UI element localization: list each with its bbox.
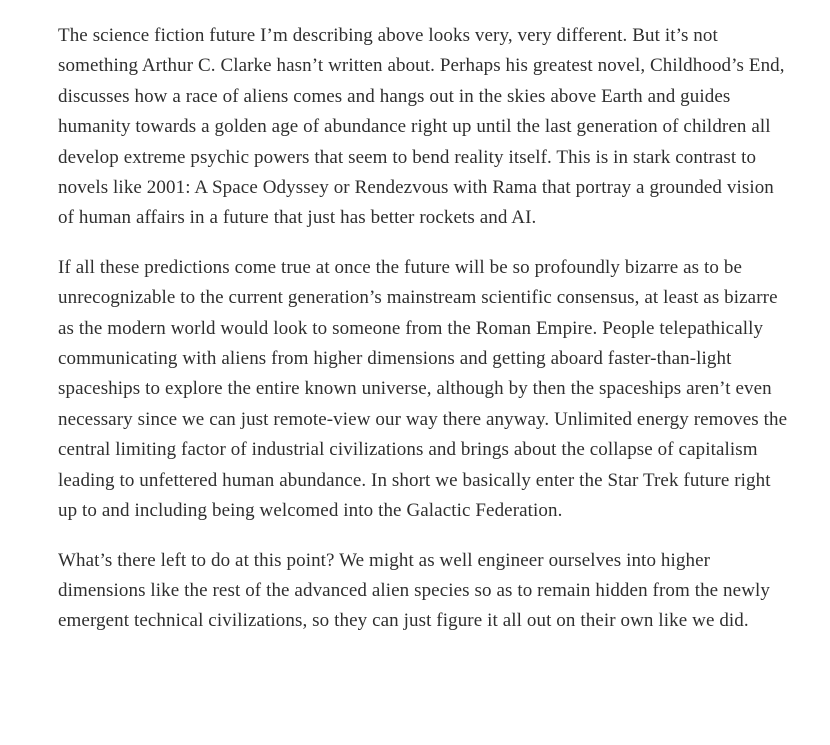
paragraph-clarke: The science fiction future I’m describing above looks very, very different. But it’s not something Arthur C. Clarke hasn’t written about. Perhaps his greatest novel, Childhood’s End, discusses how a race of aliens comes and hangs out in the skies above Earth and guides humanity towards a golden age of abundance right up until the last generation of children all develop extreme psychic powers that seem to bend reality itself. This is in stark contrast to novels like 2001: A Space Odyssey or Rendezvous with Rama that portray a grounded vision of human affairs in a future that just has better rockets and AI. (58, 25, 785, 229)
article-body (58, 21, 791, 656)
paragraph-conclusion: What’s there left to do at this point? We might as well engineer ourselves into higher dimensions like the rest of the advanced alien species so as to remain hidden from the newly emergent technical civilizations, so they can just figure it all out on their own like we did. (58, 549, 770, 632)
paragraph-predictions: If all these predictions come true at once the future will be so profoundly bizarre as to be unrecognizable to the current generation’s mainstream scientific consensus, at least as bizarre as the modern world would look to someone from the Roman Empire. People telepathically communicating with aliens from higher dimensions and getting aboard faster-than-light spaceships to explore the entire known universe, although by then the spaceships aren’t even necessary since we can just remote-view our way there anyway. Unlimited energy removes the central limiting factor of industrial civilizations and brings about the collapse of capitalism leading to unfettered human abundance. In short we basically enter the Star Trek future right up to and including being welcomed into the Galactic Federation. (58, 256, 788, 522)
